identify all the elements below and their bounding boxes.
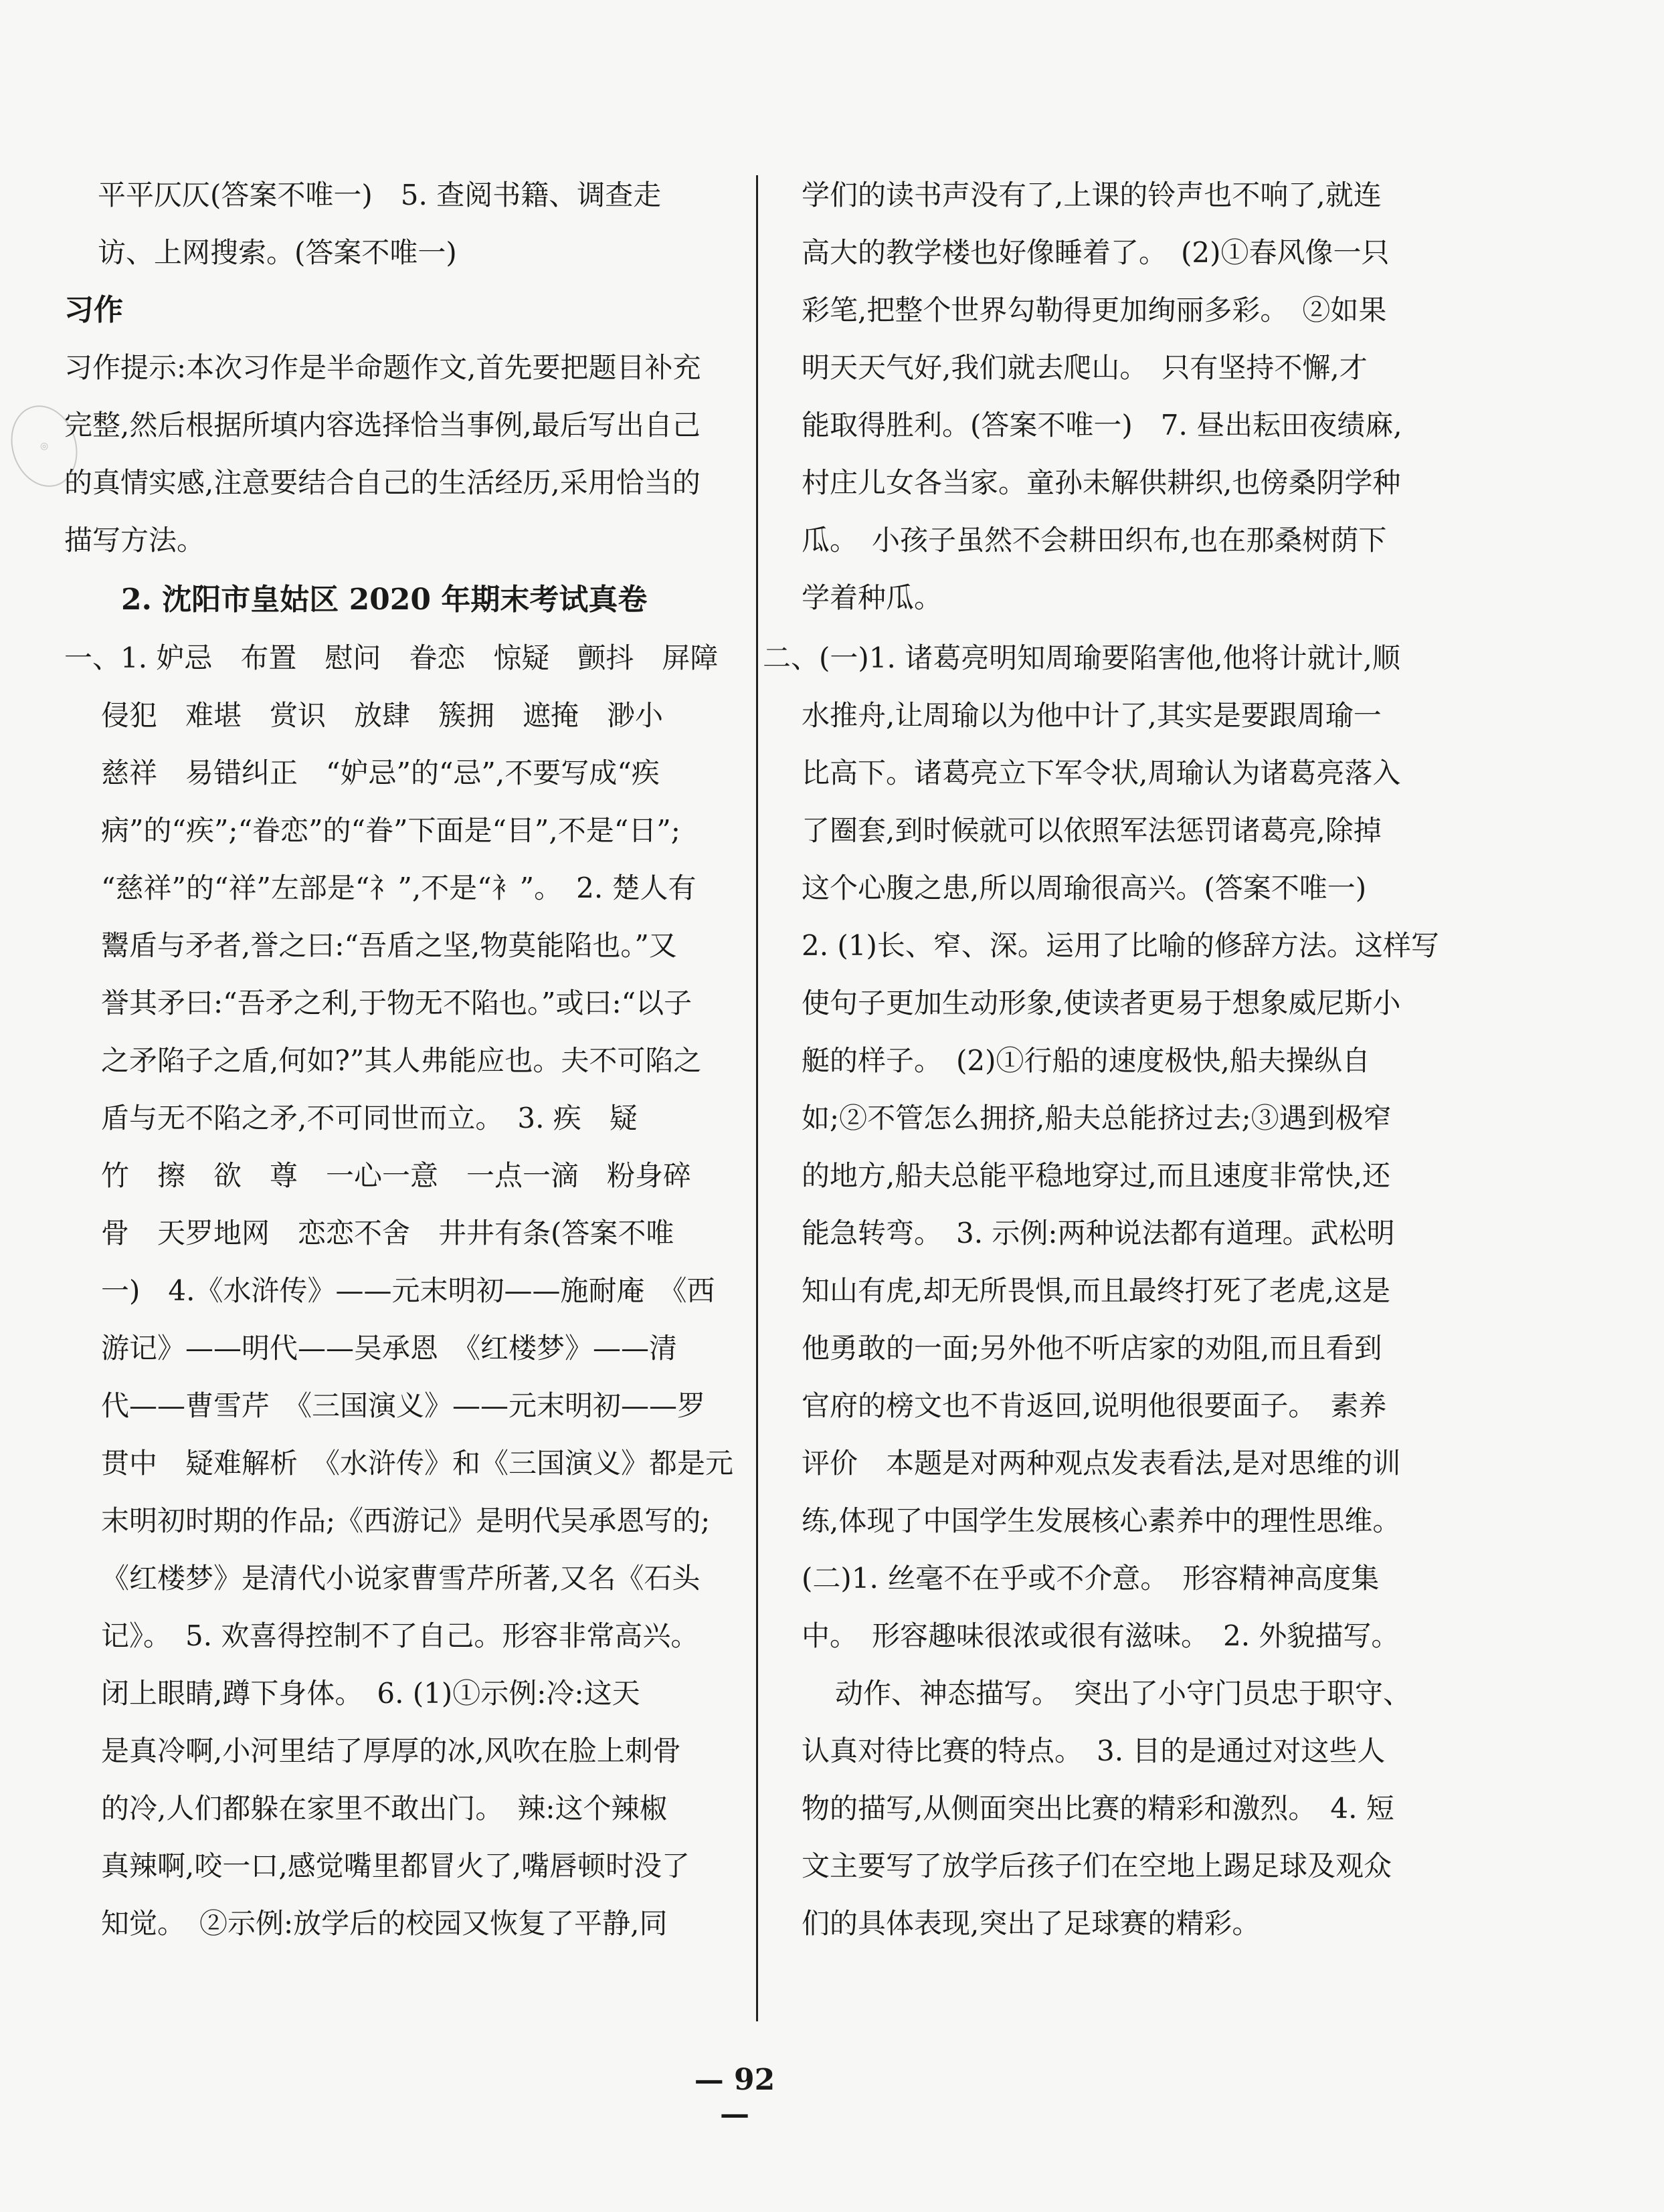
text-line: (二)1. 丝毫不在乎或不介意。 形容精神高度集 xyxy=(802,1562,1380,1595)
text-line: 一、1. 妒忌 布置 慰问 眷恋 惊疑 颤抖 屏障 xyxy=(64,641,719,674)
text-line: 游记》——明代——吴承恩 《红楼梦》——清 xyxy=(101,1332,678,1365)
text-line: 了圈套,到时候就可以依照军法惩罚诸葛亮,除掉 xyxy=(802,814,1382,847)
text-line: 学们的读书声没有了,上课的铃声也不响了,就连 xyxy=(802,179,1382,211)
text-line: 代——曹雪芹 《三国演义》——元末明初——罗 xyxy=(101,1389,706,1422)
text-line: 的真情实感,注意要结合自己的生活经历,采用恰当的 xyxy=(64,466,701,499)
text-line: 真辣啊,咬一口,感觉嘴里都冒火了,嘴唇顿时没了 xyxy=(101,1849,690,1882)
text-line: 誉其矛曰:“吾矛之利,于物无不陷也。”或曰:“以子 xyxy=(101,987,692,1019)
text-line: 盾与无不陷之矛,不可同世而立。 3. 疾 疑 xyxy=(101,1102,638,1134)
text-line: 完整,然后根据所填内容选择恰当事例,最后写出自己 xyxy=(64,409,701,441)
text-line: 水推舟,让周瑜以为他中计了,其实是要跟周瑜一 xyxy=(802,699,1382,732)
text-line: 高大的教学楼也好像睡着了。 (2)①春风像一只 xyxy=(802,236,1390,269)
text-line: 竹 擦 欲 尊 一心一意 一点一滴 粉身碎 xyxy=(101,1159,692,1192)
stamp-watermark-icon: ◎ xyxy=(1,397,88,496)
text-line: 习作提示:本次习作是半命题作文,首先要把题目补充 xyxy=(64,351,701,384)
text-line: 比高下。诸葛亮立下军令状,周瑜认为诸葛亮落入 xyxy=(802,757,1401,789)
text-line: 《红楼梦》是清代小说家曹雪芹所著,又名《石头 xyxy=(101,1562,701,1595)
text-line: 描写方法。 xyxy=(64,524,205,557)
text-line-suyang: 官府的榜文也不肯返回,说明他很要面子。 素养 xyxy=(802,1389,1387,1422)
text-line: 能急转弯。 3. 示例:两种说法都有道理。武松明 xyxy=(802,1217,1395,1249)
text-line: 明天天气好,我们就去爬山。 只有坚持不懈,才 xyxy=(802,351,1368,384)
text-line: 2. (1)长、窄、深。运用了比喻的修辞方法。这样写 xyxy=(802,929,1439,962)
text-line: 鬻盾与矛者,誉之曰:“吾盾之坚,物莫能陷也。”又 xyxy=(101,929,677,962)
text-line: 村庄儿女各当家。童孙未解供耕织,也傍桑阴学种 xyxy=(802,466,1401,499)
text-line: 二、(一)1. 诸葛亮明知周瑜要陷害他,他将计就计,顺 xyxy=(763,641,1400,674)
text-line: 访、上网搜索。(答案不唯一) xyxy=(98,236,457,269)
text-line: 是真冷啊,小河里结了厚厚的冰,风吹在脸上刺骨 xyxy=(101,1734,681,1767)
text-line: 一) 4.《水浒传》——元末明初——施耐庵 《西 xyxy=(101,1274,715,1307)
text-line: 练,体现了中国学生发展核心素养中的理性思维。 xyxy=(802,1504,1401,1537)
text-line: 他勇敢的一面;另外他不听店家的劝阻,而且看到 xyxy=(802,1332,1382,1365)
text-line: 文主要写了放学后孩子们在空地上踢足球及观众 xyxy=(802,1849,1392,1882)
text-line-pingjia: 评价 本题是对两种观点发表看法,是对思维的训 xyxy=(802,1447,1401,1480)
text-line: 艇的样子。 (2)①行船的速度极快,船夫操纵自 xyxy=(802,1044,1370,1077)
text-line: 知觉。 ②示例:放学后的校园又恢复了平静,同 xyxy=(101,1907,668,1940)
text-line: 末明初时期的作品;《西游记》是明代吴承恩写的; xyxy=(101,1504,711,1537)
text-line: 骨 天罗地网 恋恋不舍 井井有条(答案不唯 xyxy=(101,1217,674,1249)
text-line: 知山有虎,却无所畏惧,而且最终打死了老虎,这是 xyxy=(802,1274,1391,1307)
text-line: 物的描写,从侧面突出比赛的精彩和激烈。 4. 短 xyxy=(802,1792,1394,1825)
text-line: 认真对待比赛的特点。 3. 目的是通过对这些人 xyxy=(802,1734,1386,1767)
text-line: 瓜。 小孩子虽然不会耕田织布,也在那桑树荫下 xyxy=(802,524,1387,557)
text-line: 彩笔,把整个世界勾勒得更加绚丽多彩。 ②如果 xyxy=(802,294,1387,326)
text-line: 们的具体表现,突出了足球赛的精彩。 xyxy=(802,1907,1261,1940)
text-line: 的地方,船夫总能平稳地穿过,而且速度非常快,还 xyxy=(802,1159,1391,1192)
text-line: 这个心腹之患,所以周瑜很高兴。(答案不唯一) xyxy=(802,872,1367,904)
text-line: 的冷,人们都躲在家里不敢出门。 辣:这个辣椒 xyxy=(101,1792,668,1825)
exam-title: 2. 沈阳市皇姑区 2020 年期末考试真卷 xyxy=(121,583,648,617)
text-line: 侵犯 难堪 赏识 放肆 簇拥 遮掩 渺小 xyxy=(101,699,664,732)
text-line: 如;②不管怎么拥挤,船夫总能挤过去;③遇到极窄 xyxy=(802,1102,1392,1134)
text-line: 平平仄仄(答案不唯一) 5. 查阅书籍、调查走 xyxy=(98,179,662,211)
text-line: 记》。 5. 欢喜得控制不了自己。形容非常高兴。 xyxy=(101,1619,699,1652)
section-heading-xizuo: 习作 xyxy=(64,293,123,327)
text-line: 使句子更加生动形象,使读者更易于想象威尼斯小 xyxy=(802,987,1401,1019)
text-line: “慈祥”的“祥”左部是“礻”,不是“衤”。 2. 楚人有 xyxy=(101,872,697,904)
text-line-yinan-jiexi: 贯中 疑难解析 《水浒传》和《三国演义》都是元 xyxy=(101,1447,734,1480)
text-line: 学着种瓜。 xyxy=(802,581,943,614)
text-line: 中。 形容趣味很浓或很有滋味。 2. 外貌描写。 xyxy=(802,1619,1400,1652)
text-line: 慈祥 易错纠正 “妒忌”的“忌”,不要写成“疾 xyxy=(101,757,660,789)
page-number: — 92— xyxy=(694,2063,775,2131)
column-divider xyxy=(756,175,758,2021)
text-line: 病”的“疾”;“眷恋”的“眷”下面是“目”,不是“日”; xyxy=(101,814,680,847)
text-line: 闭上眼睛,蹲下身体。 6. (1)①示例:冷:这天 xyxy=(101,1677,640,1710)
text-line: 之矛陷子之盾,何如?”其人弗能应也。夫不可陷之 xyxy=(101,1044,702,1077)
text-line: 能取得胜利。(答案不唯一) 7. 昼出耘田夜绩麻, xyxy=(802,409,1402,441)
text-line: 动作、神态描写。 突出了小守门员忠于职守、 xyxy=(835,1677,1412,1710)
